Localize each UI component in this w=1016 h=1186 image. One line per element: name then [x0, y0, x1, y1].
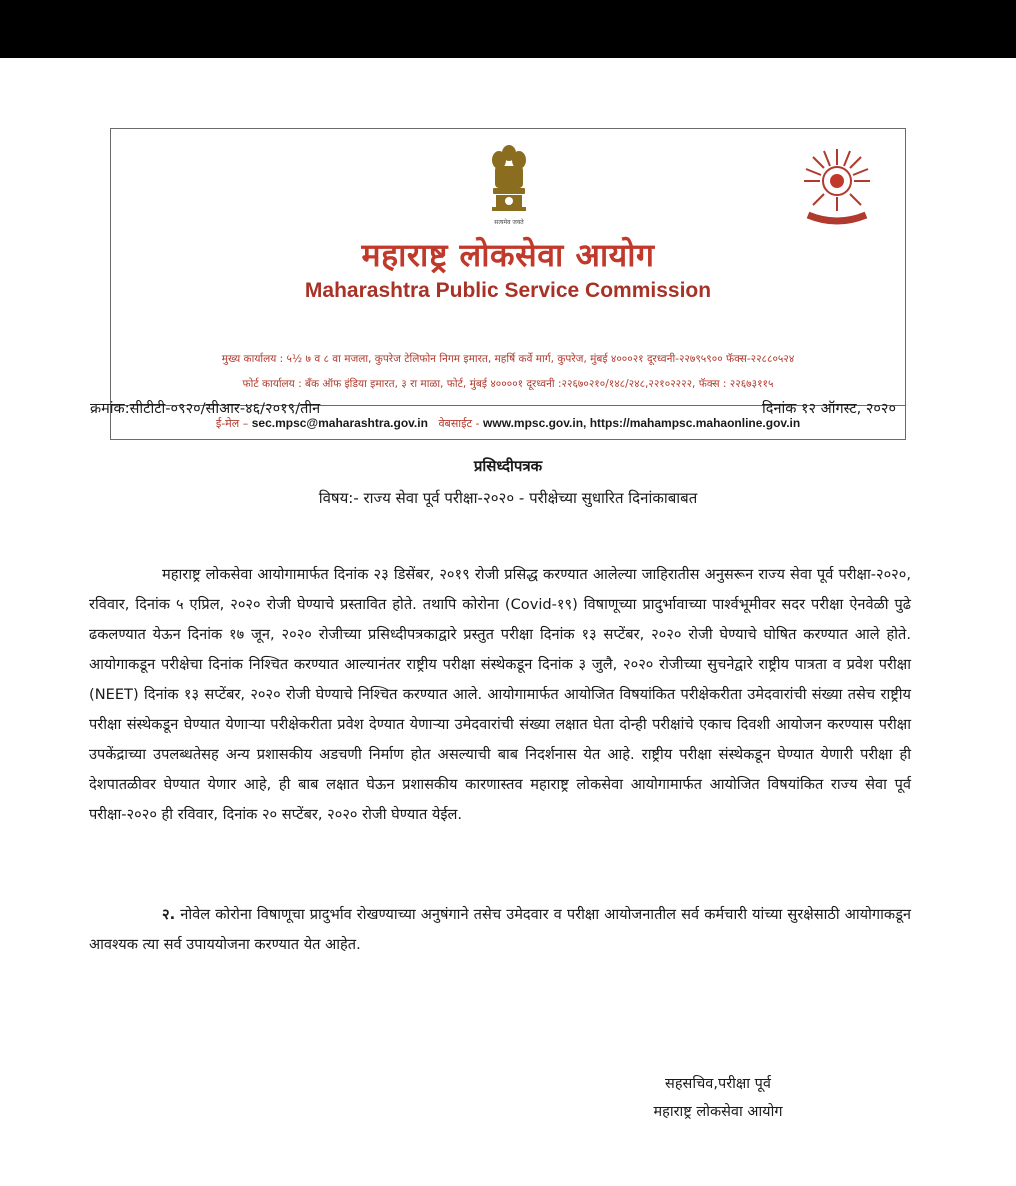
commission-title-marathi: महाराष्ट्र लोकसेवा आयोग [361, 236, 655, 274]
reference-number: क्रमांक:सीटीटी-०९२०/सीआर-४६/२०१९/तीन [90, 401, 321, 417]
email-link[interactable]: sec.mpsc@maharashtra.gov.in [251, 416, 428, 430]
paragraph-2-number: २. [162, 906, 176, 923]
website-links[interactable]: www.mpsc.gov.in, https://mahampsc.mahaonline.gov.in [483, 416, 801, 430]
mpsc-seal-icon [794, 145, 880, 231]
press-release-heading: प्रसिध्दीपत्रक [473, 457, 543, 475]
signatory-designation: सहसचिव,परीक्षा पूर्व [665, 1076, 771, 1092]
letterhead [110, 128, 906, 440]
subject-line: विषय:- राज्य सेवा पूर्व परीक्षा-२०२० - परीक्षेच्या सुधारित दिनांकाबाबत [318, 489, 698, 507]
head-office-address: मुख्य कार्यालय : ५½ ७ व ८ वा मजला, कुपरेज टेलिफोन निगम इमारत, महर्षि कर्वे मार्ग, कुपरेज, मुंबई ४०००२१ दूरध्वनी-२२७९५९०० फॅक्स-२२८८०५२४ [221, 353, 795, 365]
reference-line [90, 398, 896, 418]
email-label: ई-मेल – [215, 417, 249, 430]
ashoka-emblem-icon [486, 140, 532, 230]
signatory-organisation: महाराष्ट्र लोकसेवा आयोग [653, 1104, 783, 1120]
paragraph-2 [89, 900, 911, 960]
signature-block [620, 1070, 816, 1126]
paragraph-2-text: नोवेल कोरोना विषाणूचा प्रादुर्भाव रोखण्याच्या अनुषंगाने तसेच उमेदवार व परीक्षा आयोजनातील सर्व कर्मचारी यांच्या सुरक्षेसाठी आयोगाकडून आवश्यक त्या सर्व उपाययोजना करण्यात येत आहेत. [89, 906, 911, 953]
contact-line [111, 416, 905, 431]
document-page [0, 58, 1016, 1186]
fort-office-address: फोर्ट कार्यालय : बँक ऑफ इंडिया इमारत, ३ रा माळा, फोर्ट, मुंबई ४००००१ दूरध्वनी :२२६७०२१०/१४८/२४८,२२१०२२२२, फॅक्स : २२६७३११५ [242, 378, 774, 390]
paragraph-1: महाराष्ट्र लोकसेवा आयोगामार्फत दिनांक २३ डिसेंबर, २०१९ रोजी प्रसिद्ध करण्यात आलेल्या जाहिरातीस अनुसरून राज्य सेवा पूर्व परीक्षा-२०२०, रविवार, दिनांक ५ एप्रिल, २०२० रोजी घेण्याचे प्रस्तावित होते. तथापि कोरोना (Covid-१९) विषाणूच्या प्रादुर्भावाच्या पार्श्वभूमीवर सदर परीक्षा ऐनवेळी पुढे ढकलण्यात येऊन दिनांक १७ जून, २०२० रोजीच्या प्रसिध्दीपत्रकाद्वारे प्रस्तुत परीक्षा दिनांक १३ सप्टेंबर, २०२० रोजी घेण्याचे घोषित करण्यात आले होते. आयोगाकडून परीक्षेचा दिनांक निश्चित करण्यात आल्यानंतर राष्ट्रीय परीक्षा संस्थेकडून दिनांक ३ जुलै, २०२० रोजीच्या सुचनेद्वारे राष्ट्रीय पात्रता व प्रवेश परीक्षा (NEET) दिनांक १३ सप्टेंबर, २०२० रोजी घेण्याचे निश्चित करण्यात आले. आयोगामार्फत आयोजित विषयांकित परीक्षेकरीता उमेदवारांची संख्या तसेच राष्ट्रीय परीक्षा संस्थेकडून घेण्यात येणाऱ्या परीक्षेकरीता प्रवेश देण्यात येणाऱ्या उमेदवारांची संख्या लक्षात घेता दोन्ही परीक्षांचे एकाच दिवशी आयोजन करण्यास परीक्षा उपकेंद्राच्या उपलब्धतेसह अन्य प्रशासकीय अडचणी निर्माण होत असल्याची बाब निदर्शनास येत आहे. राष्ट्रीय परीक्षा संस्थेकडून घेण्यात येणारी परीक्षा ही देशपातळीवर घेण्यात येणार आहे, ही बाब लक्षात घेऊन प्रशासकीय कारणास्तव महाराष्ट्र लोकसेवा आयोगामार्फत आयोजित विषयांकित राज्य सेवा पूर्व परीक्षा-२०२० ही रविवार, दिनांक २० सप्टेंबर, २०२० रोजी घेण्यात येईल. [89, 566, 911, 823]
svg-text:सत्यमेव जयते: सत्यमेव जयते [494, 219, 524, 226]
website-label: वेबसाईट - [438, 417, 480, 430]
document-date: दिनांक १२ ऑगस्ट, २०२० [761, 401, 896, 417]
commission-title-english: Maharashtra Public Service Commission [304, 279, 712, 302]
